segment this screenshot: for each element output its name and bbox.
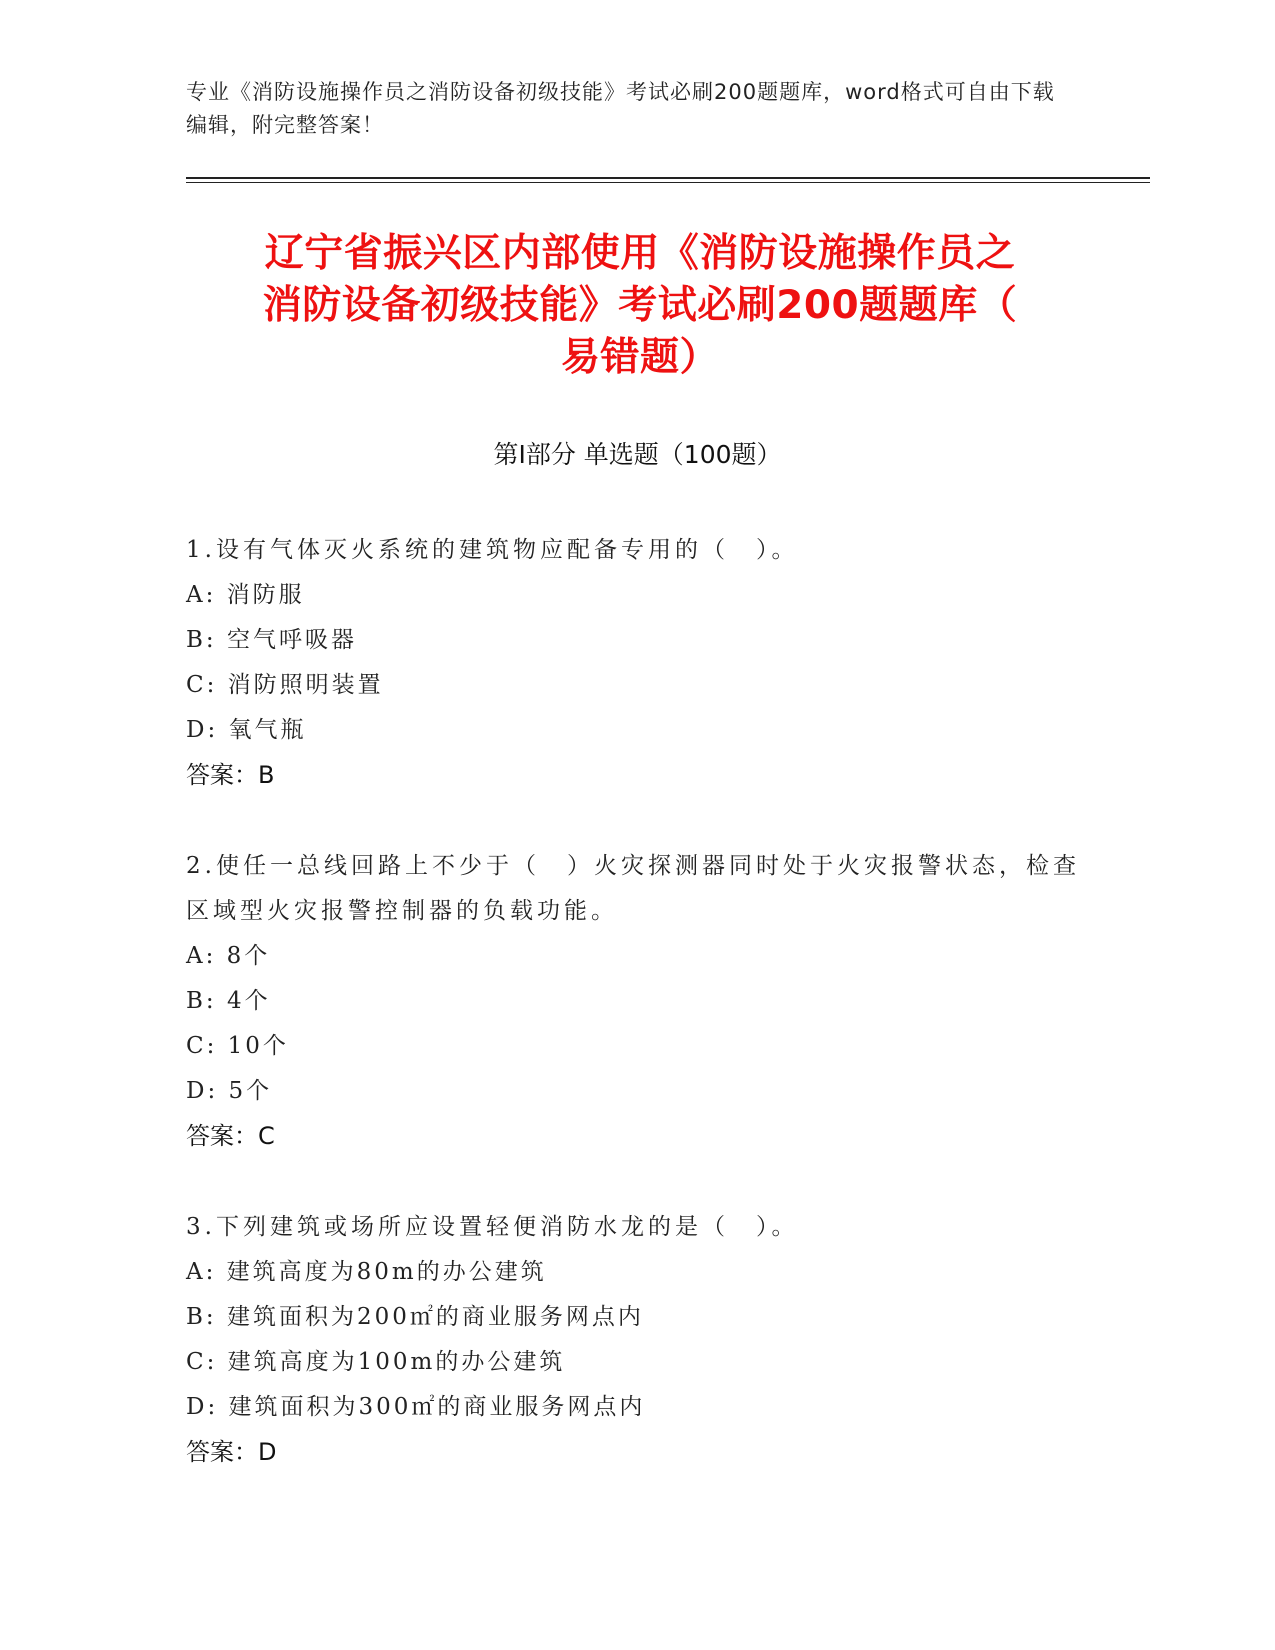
option-c: C: 消防照明装置	[186, 672, 384, 698]
option-a: A: 8个	[186, 943, 271, 969]
question-stem: 3.下列建筑或场所应设置轻便消防水龙的是（ ）。	[186, 1214, 799, 1240]
question-stem: 2.使任一总线回路上不少于（ ）火灾探测器同时处于火灾报警状态，检查区域型火灾报警控制器的负载功能。	[186, 853, 1080, 924]
title-line: 易错题）	[560, 335, 719, 380]
option-b: B: 建筑面积为200㎡的商业服务网点内	[186, 1304, 644, 1330]
header-note: 专业《消防设施操作员之消防设备初级技能》考试必刷200题题库，word格式可自由下载编辑，附完整答案！	[186, 80, 1055, 137]
question-list	[186, 528, 1086, 1521]
section-title: 第Ⅰ部分 单选题（100题）	[493, 440, 782, 469]
answer-line: 答案：D	[186, 1438, 277, 1466]
title-line: 辽宁省振兴区内部使用《消防设施操作员之	[264, 231, 1016, 276]
option-b: B: 空气呼吸器	[186, 627, 357, 653]
option-d: D: 建筑面积为300㎡的商业服务网点内	[186, 1394, 646, 1420]
title-line: 消防设备初级技能》考试必刷200题题库（	[262, 283, 1018, 328]
document-title	[190, 228, 1090, 384]
answer-line: 答案：C	[186, 1122, 275, 1150]
header-divider-thick	[186, 177, 1150, 179]
option-a: A: 建筑高度为80m的办公建筑	[186, 1259, 547, 1285]
question-item	[186, 844, 1086, 1159]
question-item	[186, 528, 1086, 798]
option-b: B: 4个	[186, 988, 271, 1014]
question-stem: 1.设有气体灭火系统的建筑物应配备专用的（ ）。	[186, 537, 799, 563]
question-item	[186, 1205, 1086, 1475]
option-a: A: 消防服	[186, 582, 305, 608]
option-c: C: 10个	[186, 1033, 289, 1059]
option-c: C: 建筑高度为100m的办公建筑	[186, 1349, 566, 1375]
option-d: D: 5个	[186, 1078, 273, 1104]
answer-line: 答案：B	[186, 761, 275, 789]
header-divider-thin	[186, 182, 1150, 183]
option-d: D: 氧气瓶	[186, 717, 307, 743]
